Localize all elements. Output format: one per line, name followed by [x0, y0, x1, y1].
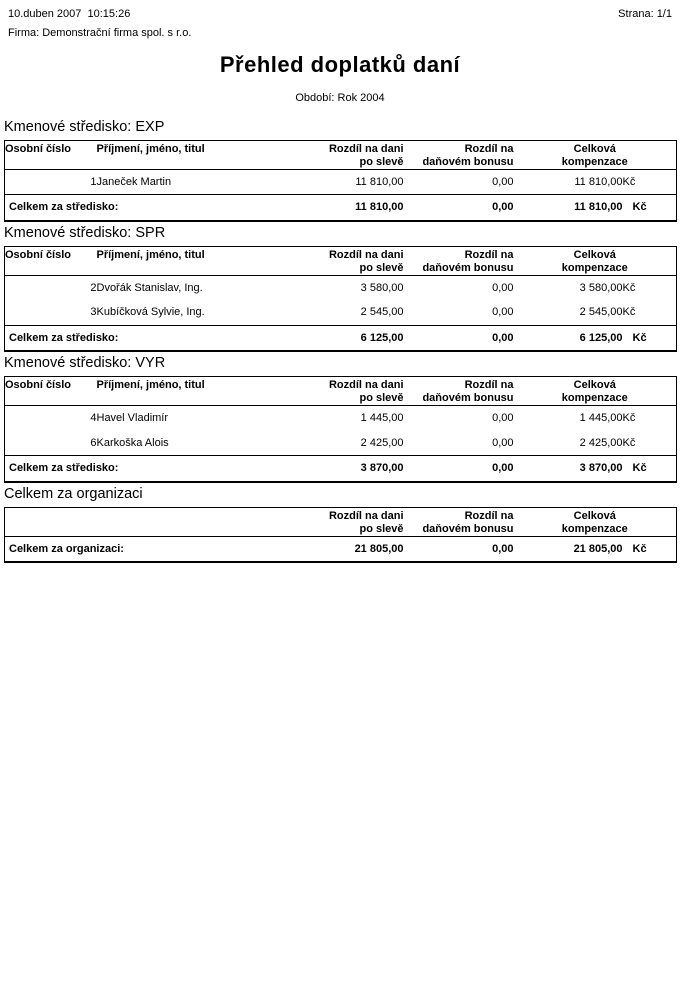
table-header-row [5, 507, 677, 536]
total-currency: Kč [623, 456, 677, 482]
col-header-name: Příjmení, jméno, titul [97, 141, 292, 170]
table-row [5, 431, 677, 456]
col-header-bonus-diff: Rozdíl na daňovém bonusu [404, 246, 514, 275]
col-header-personal-number: Osobní číslo [5, 377, 97, 406]
report-title: Přehled doplatků daní [219, 52, 461, 77]
total-bonus-diff: 0,00 [404, 536, 514, 562]
personal-number-cell: 2 [90, 281, 97, 294]
payroll-table [4, 246, 677, 353]
name-cell: Kubíčková Sylvie, Ing. [96, 306, 205, 319]
currency-cell: Kč [622, 412, 636, 425]
name-cell: Janeček Martin [96, 176, 172, 188]
currency-cell: Kč [622, 281, 636, 294]
bonus-diff-cell: 0,00 [492, 281, 514, 294]
personal-number-cell: 4 [90, 412, 97, 425]
table-header-row [5, 141, 677, 170]
col-header-bonus-diff: Rozdíl na daňovém bonusu [404, 141, 514, 170]
payroll-table [4, 507, 677, 564]
col-header-personal-number: Osobní číslo [5, 246, 97, 275]
compensation-cell: 2 425,00 [579, 436, 623, 449]
col-header-tax-diff: Rozdíl na dani po slevě [292, 246, 404, 275]
col-header-personal-number: Osobní číslo [5, 141, 97, 170]
bonus-diff-cell: 0,00 [492, 412, 514, 425]
total-row [5, 325, 677, 351]
currency-cell: Kč [622, 436, 636, 449]
table-row [5, 170, 677, 195]
total-label: Celkem za středisko: [5, 325, 292, 351]
total-tax-diff: 11 810,00 [292, 195, 404, 221]
compensation-cell: 11 810,00 [574, 176, 623, 188]
payroll-table [4, 140, 677, 222]
tax-diff-cell: 1 445,00 [360, 412, 404, 425]
total-row [5, 456, 677, 482]
bonus-diff-cell: 0,00 [492, 306, 514, 319]
table-row [5, 275, 677, 300]
col-header-compensation: Celková kompenzace [514, 246, 677, 275]
print-datetime: 10.duben 2007 10:15:26 [8, 8, 131, 20]
compensation-cell: 2 545,00 [579, 306, 623, 319]
bonus-diff-cell: 0,00 [492, 436, 514, 449]
section-exp [0, 119, 680, 222]
company-line: Firma: Demonstrační firma spol. s r.o. [8, 27, 192, 39]
total-label: Celkem za středisko: [5, 456, 292, 482]
currency-cell: Kč [622, 176, 636, 188]
section-spr [0, 225, 680, 353]
table-header-row [5, 377, 677, 406]
personal-number-cell: 3 [90, 306, 97, 319]
section-heading: Kmenové středisko: EXP [4, 119, 165, 135]
section-heading: Celkem za organizaci [4, 485, 143, 502]
table-row [5, 406, 677, 431]
name-cell: Dvořák Stanislav, Ing. [96, 281, 203, 294]
personal-number-cell: 1 [90, 176, 97, 188]
report-period: Období: Rok 2004 [295, 92, 385, 104]
total-currency: Kč [623, 325, 677, 351]
col-header-bonus-diff: Rozdíl na daňovém bonusu [404, 507, 514, 536]
section-heading: Kmenové středisko: VYR [4, 355, 166, 371]
tax-diff-cell: 3 580,00 [360, 281, 404, 294]
col-header-compensation: Celková kompenzace [514, 141, 677, 170]
total-tax-diff: 6 125,00 [292, 325, 404, 351]
col-header-bonus-diff: Rozdíl na daňovém bonusu [404, 377, 514, 406]
col-header-name: Příjmení, jméno, titul [97, 377, 292, 406]
compensation-cell: 3 580,00 [579, 281, 623, 294]
name-cell: Karkoška Alois [96, 436, 169, 449]
total-compensation: 6 125,00 [514, 325, 623, 351]
col-header-name: Příjmení, jméno, titul [97, 246, 292, 275]
tax-diff-cell: 2 425,00 [360, 436, 404, 449]
total-row [5, 195, 677, 221]
table-header-row [5, 246, 677, 275]
currency-cell: Kč [622, 306, 636, 319]
col-header-blank [5, 507, 292, 536]
bonus-diff-cell: 0,00 [492, 176, 514, 188]
total-bonus-diff: 0,00 [404, 195, 514, 221]
section-vyr [0, 355, 680, 483]
personal-number-cell: 6 [90, 436, 97, 449]
table-row [5, 300, 677, 325]
col-header-compensation: Celková kompenzace [514, 377, 677, 406]
compensation-cell: 1 445,00 [579, 412, 623, 425]
tax-diff-cell: 2 545,00 [360, 306, 404, 319]
col-header-tax-diff: Rozdíl na dani po slevě [292, 507, 404, 536]
section-heading: Kmenové středisko: SPR [4, 224, 166, 241]
col-header-compensation: Celková kompenzace [514, 507, 677, 536]
col-header-tax-diff: Rozdíl na dani po slevě [292, 141, 404, 170]
total-label: Celkem za středisko: [5, 195, 292, 221]
total-compensation: 3 870,00 [514, 456, 623, 482]
total-currency: Kč [623, 195, 677, 221]
total-tax-diff: 3 870,00 [292, 456, 404, 482]
total-compensation: 11 810,00 [514, 195, 623, 221]
total-compensation: 21 805,00 [514, 536, 623, 562]
col-header-tax-diff: Rozdíl na dani po slevě [292, 377, 404, 406]
total-bonus-diff: 0,00 [404, 456, 514, 482]
total-label: Celkem za organizaci: [5, 536, 292, 562]
total-currency: Kč [623, 536, 677, 562]
report-header [0, 0, 680, 20]
total-row [5, 536, 677, 562]
payroll-table [4, 376, 677, 483]
tax-diff-cell: 11 810,00 [355, 176, 404, 188]
total-tax-diff: 21 805,00 [292, 536, 404, 562]
section-org [0, 486, 680, 564]
page-number: Strana: 1/1 [618, 8, 672, 20]
total-bonus-diff: 0,00 [404, 325, 514, 351]
name-cell: Havel Vladimír [96, 412, 169, 425]
